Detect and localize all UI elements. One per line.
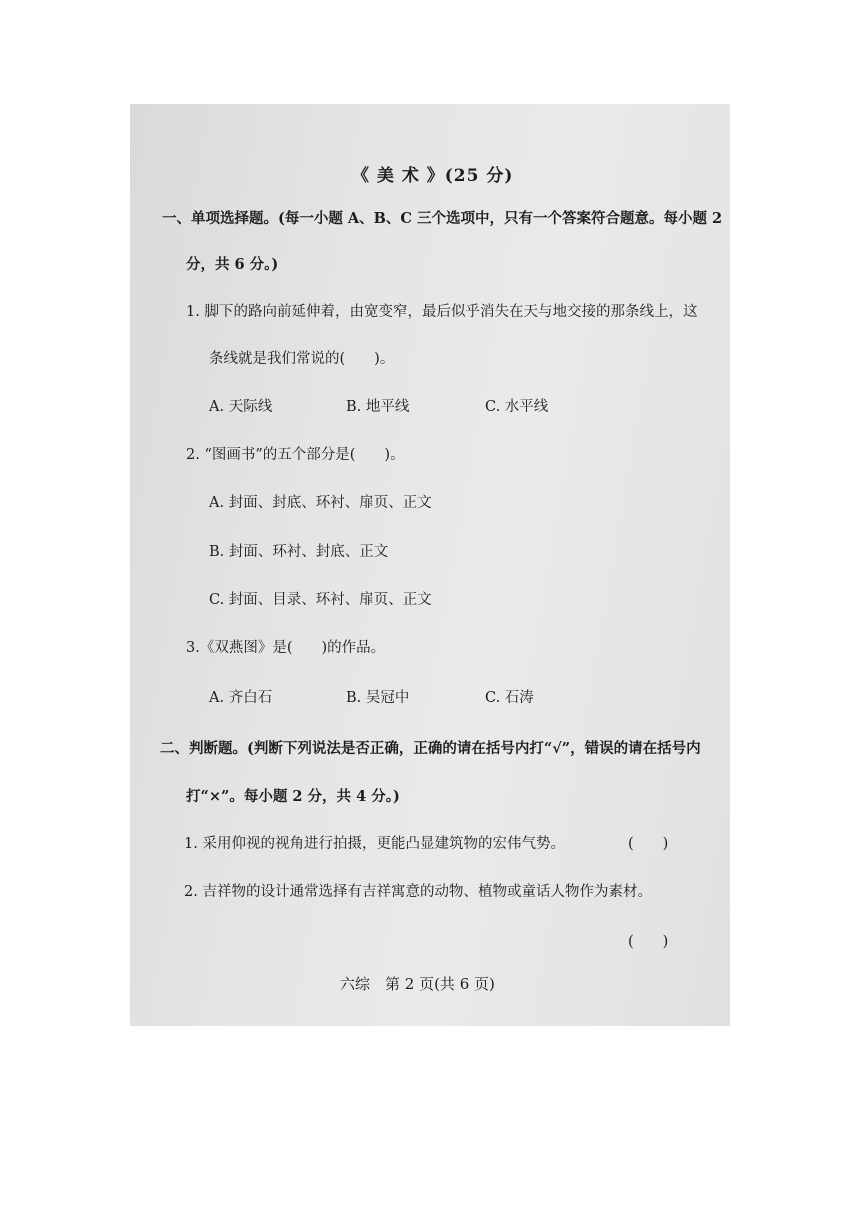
judge-q1-text: 1. 采用仰视的视角进行拍摄，更能凸显建筑物的宏伟气势。 [184, 836, 565, 852]
q2-option-a: A. 封面、封底、环衬、扉页、正文 [209, 495, 432, 511]
q2-stem: 2. “图画书”的五个部分是( )。 [186, 447, 405, 463]
q1-option-a: A. 天际线 [209, 399, 273, 415]
judge-q2-text: 2. 吉祥物的设计通常选择有吉祥寓意的动物、植物或童话人物作为素材。 [184, 884, 652, 900]
section1-heading-line2: 分，共 6 分。) [186, 256, 279, 273]
q2-option-c: C. 封面、目录、环衬、扉页、正文 [209, 592, 432, 608]
section2-heading-line1: 二、判断题。(判断下列说法是否正确，正确的请在括号内打“√”，错误的请在括号内 [160, 740, 701, 757]
q1-stem-line2: 条线就是我们常说的( )。 [209, 351, 395, 367]
q3-stem: 3.《双燕图》是( )的作品。 [186, 640, 386, 656]
judge-q1-bracket: ( ) [628, 836, 669, 852]
q1-option-c: C. 水平线 [485, 399, 549, 415]
q3-option-c: C. 石涛 [485, 690, 534, 706]
q3-option-a: A. 齐白石 [209, 690, 273, 706]
section2-heading-line2: 打“×”。每小题 2 分，共 4 分。) [186, 788, 400, 805]
section1-heading-line1: 一、单项选择题。(每一小题 A、B、C 三个选项中，只有一个答案符合题意。每小题 2 [162, 210, 723, 227]
q2-option-b: B. 封面、环衬、封底、正文 [209, 544, 389, 560]
page-title: 《 美 术 》(25 分) [352, 166, 514, 186]
q1-option-b: B. 地平线 [346, 399, 410, 415]
q3-option-b: B. 吴冠中 [346, 690, 410, 706]
page-footer: 六综 第 2 页(共 6 页) [340, 975, 495, 993]
q1-stem-line1: 1. 脚下的路向前延伸着，由宽变窄，最后似乎消失在天与地交接的那条线上，这 [186, 304, 698, 320]
judge-q2-bracket: ( ) [628, 934, 669, 950]
